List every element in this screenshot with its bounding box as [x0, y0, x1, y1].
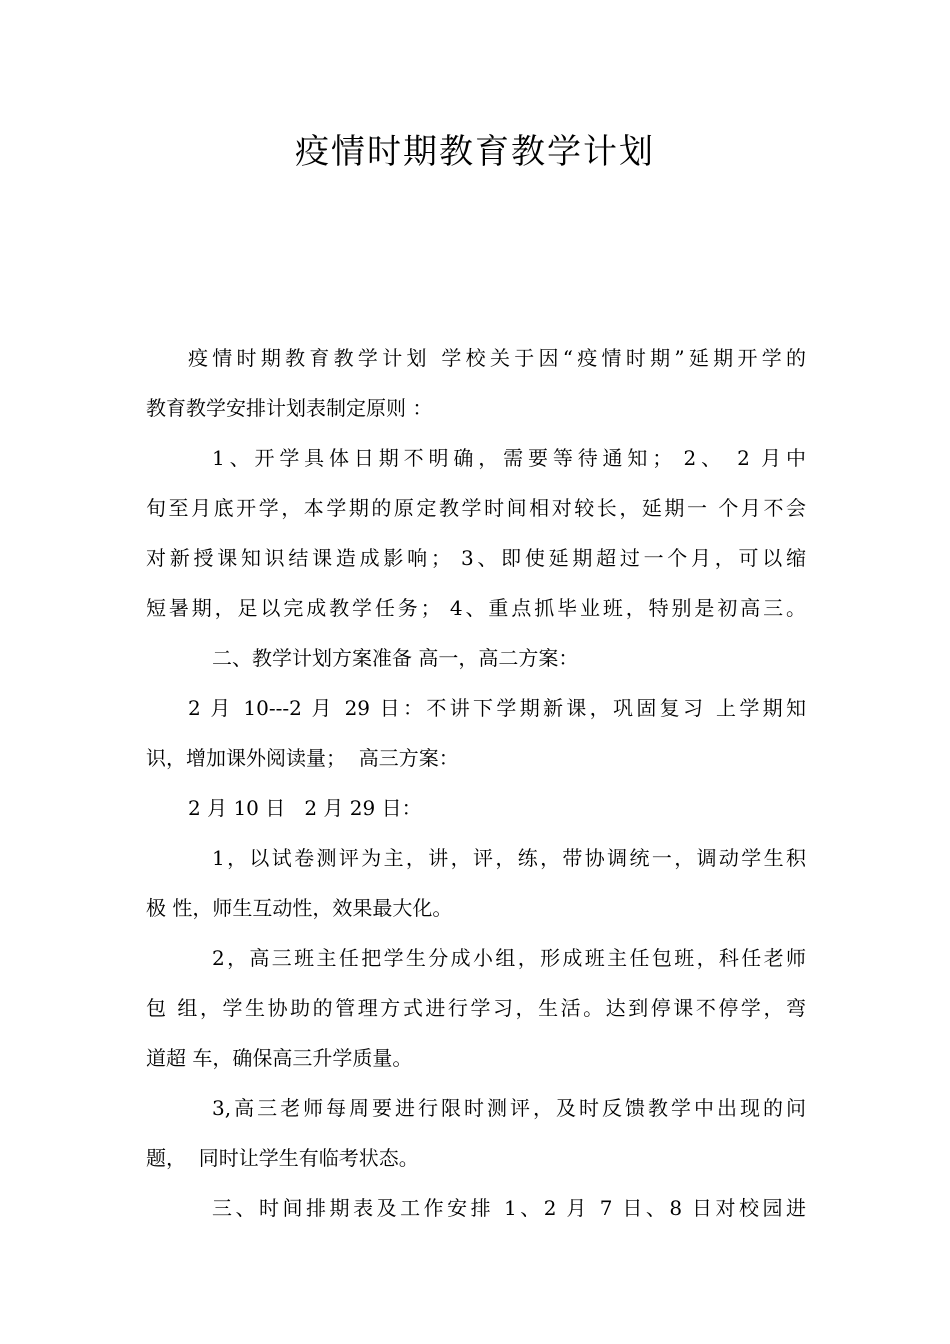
body-line: 教育教学安排计划表制定原则 ：: [146, 396, 433, 420]
body-line: 题， 同时让学生有临考状态。: [146, 1146, 419, 1170]
body-line: 二、教学计划方案准备 高一，高二方案：: [212, 646, 579, 670]
body-line: 识，增加课外阅读量； 高三方案：: [146, 746, 459, 770]
body-line: 2 月 10 日 2 月 29 日：: [188, 796, 422, 820]
document-title: 疫情时期教育教学计划: [295, 132, 655, 172]
body-line: 2 月 10---2 月 29 日：不讲下学期新课，巩固复习 上学期知: [188, 696, 806, 720]
body-line: 极 性，师生互动性，效果最大化。: [146, 896, 453, 920]
body-line: 道超 车，确保高三升学质量。: [146, 1046, 413, 1070]
body-line: 1、开学具体日期不明确，需要等待通知； 2、 2 月中: [212, 446, 806, 470]
body-line: 对新授课知识结课造成影响； 3、即使延期超过一个月，可以缩: [146, 546, 806, 570]
body-line: 疫情时期教育教学计划 学校关于因“疫情时期”延期开学的: [188, 346, 806, 370]
body-line: 3,高三老师每周要进行限时测评，及时反馈教学中出现的问: [212, 1096, 806, 1120]
document-body: [146, 333, 806, 1233]
body-line: 短暑期，足以完成教学任务； 4、重点抓毕业班，特别是初高三。: [146, 596, 806, 620]
body-line: 三、时间排期表及工作安排 1、2 月 7 日、8 日对校园进: [212, 1196, 806, 1220]
body-line: 1，以试卷测评为主，讲，评，练，带协调统一，调动学生积: [212, 846, 806, 870]
body-line: 旬至月底开学，本学期的原定教学时间相对较长，延期一 个月不会: [146, 496, 806, 520]
body-line: 包 组，学生协助的管理方式进行学习，生活。达到停课不停学，弯: [146, 996, 806, 1020]
body-line: 2，高三班主任把学生分成小组，形成班主任包班，科任老师: [212, 946, 806, 970]
